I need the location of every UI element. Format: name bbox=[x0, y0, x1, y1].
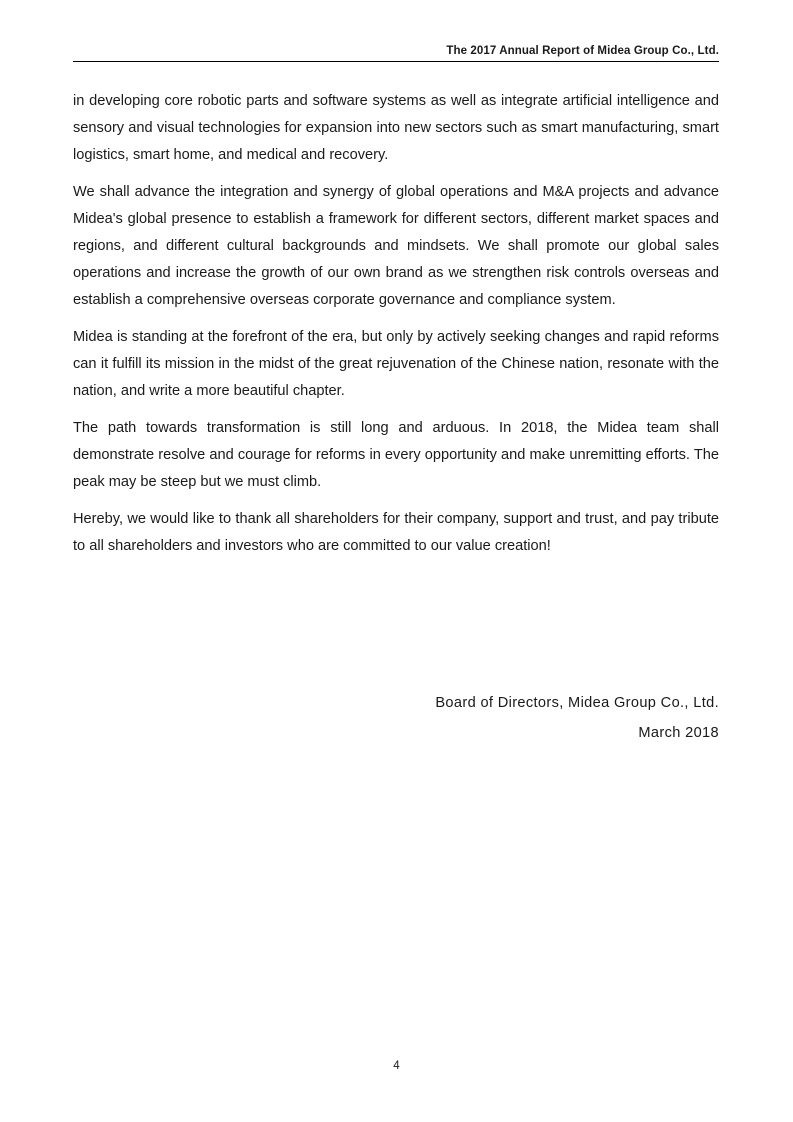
page-number: 4 bbox=[393, 1060, 400, 1072]
signature-block bbox=[73, 688, 719, 748]
header-divider-rule bbox=[73, 61, 719, 62]
body-paragraph: Hereby, we would like to thank all shareholders for their company, support and trust, and pay tribute to all shareholders and investors who are committed to our value creation! bbox=[73, 511, 719, 554]
body-paragraph: in developing core robotic parts and software systems as well as integrate artificial intelligence and sensory and visual technologies for expansion into new sectors such as smart manufacturing, smart logistics, smart home, and medical and recovery. bbox=[73, 93, 719, 163]
body-paragraph: The path towards transformation is still long and arduous. In 2018, the Midea team shall demonstrate resolve and courage for reforms in every opportunity and make unremitting efforts. The peak may be steep but we must climb. bbox=[73, 420, 719, 490]
page-footer bbox=[0, 1056, 793, 1074]
body-paragraph: We shall advance the integration and synergy of global operations and M&A projects and advance Midea's global presence to establish a framework for different sectors, different market spaces and regions, and different cultural backgrounds and mindsets. We shall promote our global sales operations and increase the growth of our own brand as we strengthen risk controls overseas and establish a comprehensive overseas corporate governance and compliance system. bbox=[73, 184, 719, 308]
signature-author: Board of Directors, Midea Group Co., Ltd. bbox=[435, 695, 719, 711]
document-body bbox=[73, 88, 719, 560]
running-header bbox=[73, 44, 719, 58]
body-paragraph: Midea is standing at the forefront of the era, but only by actively seeking changes and rapid reforms can it fulfill its mission in the midst of the great rejuvenation of the Chinese nation, resonate with the nation, and write a more beautiful chapter. bbox=[73, 329, 719, 399]
signature-date: March 2018 bbox=[638, 725, 719, 741]
header-title: The 2017 Annual Report of Midea Group Co., Ltd. bbox=[446, 45, 719, 57]
